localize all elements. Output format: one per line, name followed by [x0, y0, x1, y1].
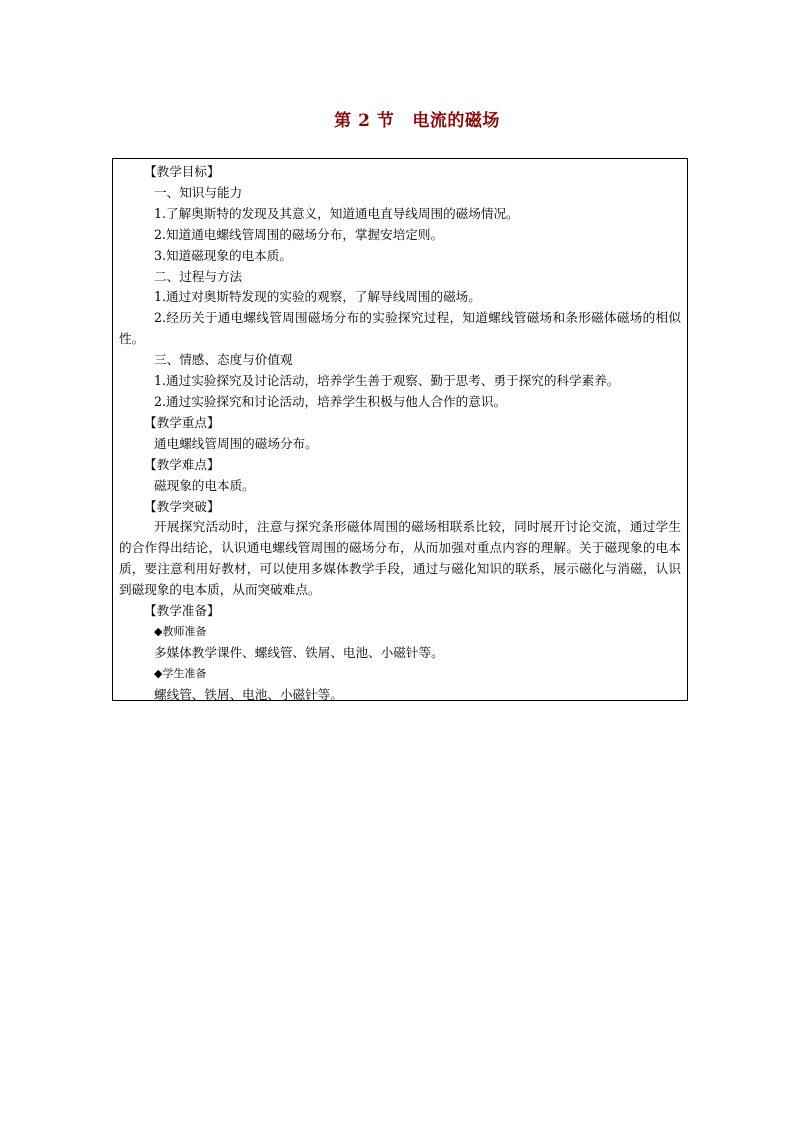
- section-number: 第 2 节: [334, 111, 395, 131]
- breakthrough-header: 【教学突破】: [144, 498, 220, 514]
- prep-header: 【教学准备】: [144, 603, 220, 619]
- difficulty-header: 【教学难点】: [144, 456, 220, 472]
- breakthrough-text: 开展探究活动时，注意与探究条形磁体周围的磁场相联系比较，同时展开讨论交流，通过学生的合作得出结论，认识通电螺线管周围的磁场分布，从而加强对重点内容的理解。关于磁现象的电本质，要注意利用好教材，可以使用多媒体教学手段，通过与磁化知识的联系，展示磁化与消磁，认识到磁现象的电本质，从而突破难点。: [119, 519, 681, 598]
- process-header: 二、过程与方法: [154, 268, 243, 284]
- student-prep-header: ◆学生准备: [154, 666, 207, 680]
- difficulty-text: 磁现象的电本质。: [154, 477, 255, 493]
- key-header: 【教学重点】: [144, 414, 220, 430]
- lesson-plan-box: [112, 158, 688, 701]
- teacher-prep-text: 多媒体教学课件、螺线管、铁屑、电池、小磁针等。: [154, 644, 444, 660]
- page-title: [0, 106, 794, 131]
- knowledge-header: 一、知识与能力: [154, 184, 243, 200]
- process-item-2: 2.经历关于通电螺线管周围磁场分布的实验探究过程，知道螺线管磁场和条形磁体磁场的相似性。: [119, 310, 681, 347]
- emotion-item-1: 1.通过实验探究及讨论活动，培养学生善于观察、勤于思考、勇于探究的科学素养。: [154, 373, 620, 389]
- emotion-header: 三、情感、态度与价值观: [154, 352, 293, 368]
- emotion-item-2: 2.通过实验探究和讨论活动，培养学生积极与他人合作的意识。: [154, 393, 507, 409]
- knowledge-item-2: 2.知道通电螺线管周围的磁场分布，掌握安培定则。: [154, 226, 444, 242]
- knowledge-item-3: 3.知道磁现象的电本质。: [154, 247, 292, 263]
- goals-header: 【教学目标】: [144, 164, 220, 179]
- key-text: 通电螺线管周围的磁场分布。: [154, 435, 318, 451]
- knowledge-item-1: 1.了解奥斯特的发现及其意义，知道通电直导线周围的磁场情况。: [154, 205, 519, 221]
- section-name: 电流的磁场: [412, 111, 500, 131]
- teacher-prep-header: ◆教师准备: [154, 624, 207, 638]
- process-item-1: 1.通过对奥斯特发现的实验的观察，了解导线周围的磁场。: [154, 289, 481, 305]
- student-prep-text: 螺线管、铁屑、电池、小磁针等。: [154, 686, 343, 702]
